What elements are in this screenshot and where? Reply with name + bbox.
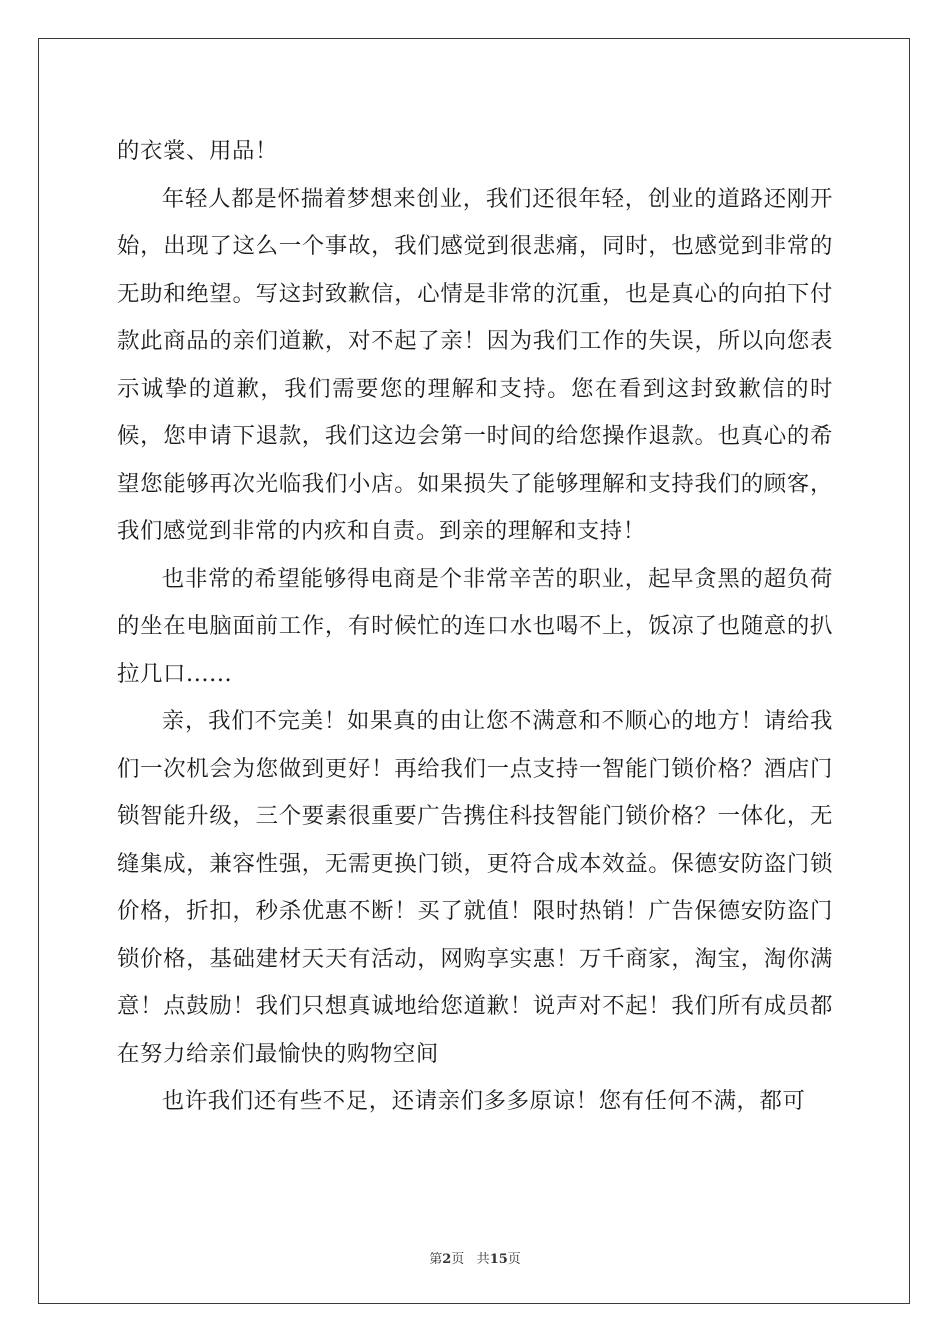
page-footer (0, 1248, 950, 1267)
footer-current-page: 2 (442, 1252, 452, 1267)
paragraph-5: 也许我们还有些不足，还请亲们多多原谅！您有任何不满，都可 (161, 1088, 806, 1114)
paragraph-4: 亲，我们不完美！如果真的由让您不满意和不顺心的地方！请给我们一次机会为您做到更好！再给我们一点支持一智能门锁价格？酒店门锁智能升级，三个要素很重要广告携住科技智能门锁价格？一体化，无缝集成，兼容性强，无需更换门锁，更符合成本效益。保德安防盗门锁价格，折扣，秒杀优惠不断！买了就值！限时热销！广告保德安防盗门锁价格，基础建材天天有活动，网购享实惠！万千商家，淘宝，淘你满意！点鼓励！我们只想真诚地给您道歉！说声对不起！我们所有成员都在努力给亲们最愉快的购物空间 (117, 708, 833, 1067)
paragraph-3: 也非常的希望能够得电商是个非常辛苦的职业，起早贪黑的超负荷的坐在电脑面前工作，有时候忙的连口水也喝不上，饭凉了也随意的扒拉几口...... (117, 565, 833, 687)
footer-total-prefix: 共 (476, 1252, 490, 1267)
paragraph-1: 的衣裳、用品！ (117, 138, 278, 164)
footer-total-suffix: 页 (507, 1252, 521, 1267)
footer-total-pages: 15 (489, 1252, 508, 1267)
footer-gap (464, 1252, 476, 1267)
footer-page-suffix: 页 (451, 1252, 465, 1267)
footer-prefix: 第 (429, 1252, 443, 1267)
document-body (117, 128, 833, 1126)
paragraph-2: 年轻人都是怀揣着梦想来创业，我们还很年轻，创业的道路还刚开始，出现了这么一个事故，我们感觉到很悲痛，同时，也感觉到非常的无助和绝望。写这封致歉信，心情是非常的沉重，也是真心的向拍下付款此商品的亲们道歉，对不起了亲！因为我们工作的失误，所以向您表示诚挚的道歉，我们需要您的理解和支持。您在看到这封致歉信的时候，您申请下退款，我们这边会第一时间的给您操作退款。也真心的希望您能够再次光临我们小店。如果损失了能够理解和支持我们的顾客，我们感觉到非常的内疚和自责。到亲的理解和支持！ (117, 185, 833, 544)
